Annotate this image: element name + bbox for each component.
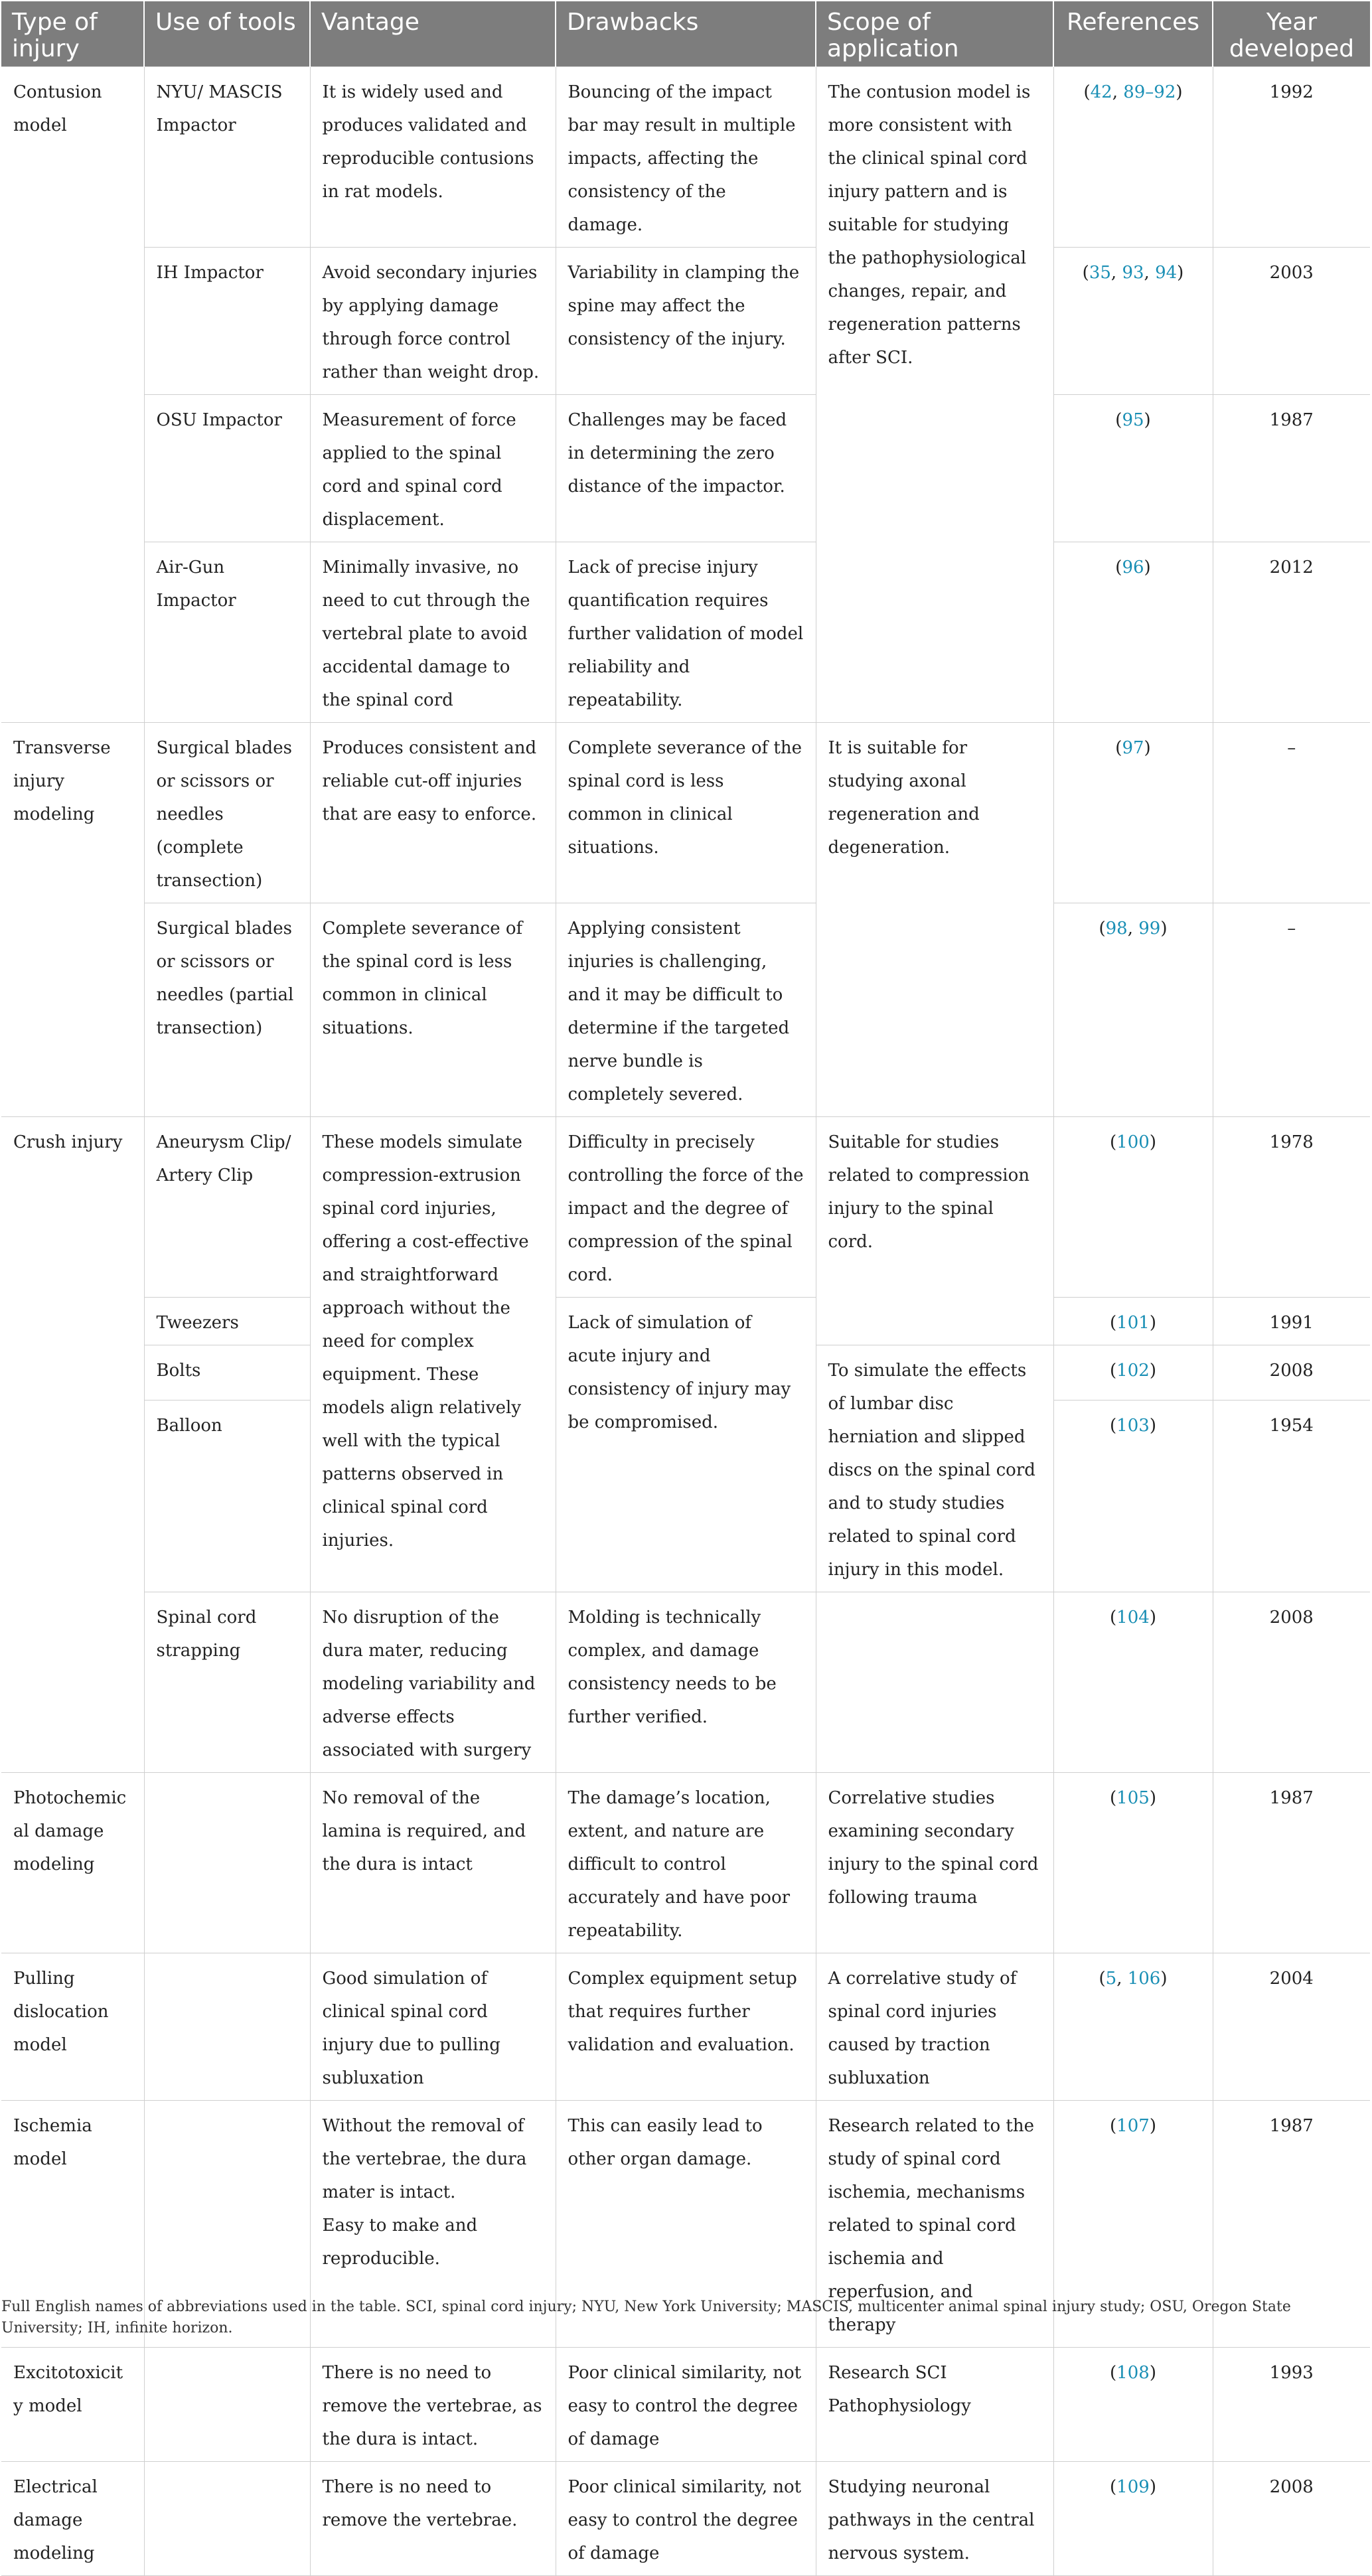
year-cell: 1954 <box>1213 1401 1370 1592</box>
reference-punctuation: , <box>1116 1969 1128 1989</box>
table-row <box>1 1117 1370 1298</box>
header-row <box>1 1 1370 67</box>
reference-punctuation: ) <box>1144 738 1151 758</box>
year-cell: 1992 <box>1213 67 1370 248</box>
reference-link[interactable]: 35 <box>1089 263 1111 283</box>
reference-link[interactable]: 89–92 <box>1123 82 1176 102</box>
reference-link[interactable]: 105 <box>1116 1788 1150 1808</box>
scope-cell <box>816 1592 1053 1773</box>
table-row <box>1 903 1370 1117</box>
reference-link[interactable]: 94 <box>1155 263 1178 283</box>
tool-cell <box>144 1773 310 1953</box>
reference-cell <box>1053 1592 1213 1773</box>
tool-cell: NYU/ MASCIS Impactor <box>144 67 310 248</box>
reference-punctuation: , <box>1127 919 1139 939</box>
table-row <box>1 1953 1370 2101</box>
reference-punctuation: , <box>1144 263 1156 283</box>
table-footnote: Full English names of abbreviations used in the table. SCI, spinal cord injury; NYU, New York University; MASCIS, multicenter animal spinal injury study; OSU, Oregon State University; IH, infinite horizon. <box>1 2299 1291 2336</box>
table-row <box>1 2462 1370 2576</box>
reference-link[interactable]: 109 <box>1116 2477 1150 2497</box>
reference-punctuation: ) <box>1160 1969 1168 1989</box>
reference-cell <box>1053 1117 1213 1298</box>
reference-link[interactable]: 5 <box>1105 1969 1117 1989</box>
reference-punctuation: ( <box>1110 1788 1117 1808</box>
reference-link[interactable]: 107 <box>1116 2116 1150 2136</box>
drawback-cell: Poor clinical similarity, not easy to control the degree of damage <box>556 2348 816 2462</box>
reference-punctuation: , <box>1110 263 1122 283</box>
tool-cell: Surgical blades or scissors or needles (complete transection) <box>144 723 310 903</box>
vantage-cell: Produces consistent and reliable cut-off injuries that are easy to enforce. <box>310 723 556 903</box>
reference-link[interactable]: 98 <box>1105 919 1128 939</box>
tool-cell: IH Impactor <box>144 248 310 395</box>
scope-cell: Correlative studies examining secondary injury to the spinal cord following trauma <box>816 1773 1053 1953</box>
reference-cell <box>1053 542 1213 723</box>
header-drawbacks: Drawbacks <box>556 1 816 67</box>
reference-punctuation: ) <box>1149 1788 1156 1808</box>
drawback-cell: Lack of simulation of acute injury and consistency of injury may be compromised. <box>556 1298 816 1592</box>
reference-punctuation: ( <box>1115 410 1122 430</box>
reference-punctuation: ) <box>1149 1132 1156 1152</box>
reference-punctuation: ( <box>1110 1313 1117 1333</box>
reference-punctuation: ) <box>1176 82 1183 102</box>
reference-punctuation: ) <box>1160 919 1168 939</box>
reference-punctuation: ) <box>1149 1416 1156 1436</box>
year-cell: 1993 <box>1213 2348 1370 2462</box>
scope-cell: Research SCI Pathophysiology <box>816 2348 1053 2462</box>
year-cell: 1987 <box>1213 1773 1370 1953</box>
year-cell: 2004 <box>1213 1953 1370 2101</box>
vantage-cell: Avoid secondary injuries by applying damage through force control rather than weight drop. <box>310 248 556 395</box>
reference-punctuation: ( <box>1110 1608 1117 1628</box>
reference-punctuation: ( <box>1110 2363 1117 2383</box>
type-cell: Ischemia model <box>1 2101 144 2348</box>
tool-cell <box>144 2462 310 2576</box>
vantage-cell: These models simulate compression-extrusion spinal cord injuries, offering a cost-effective and straightforward approach without the need for complex equipment. These models align relatively well with the typical patterns observed in clinical spinal cord injuries. <box>310 1117 556 1592</box>
header-scope: Scope of application <box>816 1 1053 67</box>
table-row <box>1 723 1370 903</box>
scope-cell: It is suitable for studying axonal regeneration and degeneration. <box>816 723 1053 1117</box>
tool-cell: Air-Gun Impactor <box>144 542 310 723</box>
reference-link[interactable]: 104 <box>1116 1608 1150 1628</box>
reference-cell <box>1053 248 1213 395</box>
reference-punctuation: ( <box>1083 82 1091 102</box>
reference-link[interactable]: 97 <box>1122 738 1144 758</box>
reference-punctuation: ( <box>1082 263 1089 283</box>
reference-link[interactable]: 95 <box>1122 410 1144 430</box>
vantage-cell: There is no need to remove the vertebrae. <box>310 2462 556 2576</box>
vantage-line: Without the removal of the vertebrae, the dura mater is intact. <box>322 2116 527 2202</box>
year-cell: – <box>1213 723 1370 903</box>
header-type: Type of injury <box>1 1 144 67</box>
drawback-cell: This can easily lead to other organ damage. <box>556 2101 816 2348</box>
reference-punctuation: ) <box>1149 2116 1156 2136</box>
tool-cell: Aneurysm Clip/ Artery Clip <box>144 1117 310 1298</box>
drawback-cell: Poor clinical similarity, not easy to control the degree of damage <box>556 2462 816 2576</box>
reference-punctuation: ) <box>1144 558 1151 577</box>
table-row <box>1 248 1370 395</box>
scope-cell: To simulate the effects of lumbar disc herniation and slipped discs on the spinal cord and to study studies related to spinal cord injury in this model. <box>816 1345 1053 1592</box>
tool-cell: Tweezers <box>144 1298 310 1345</box>
reference-punctuation: ( <box>1110 2477 1117 2497</box>
reference-punctuation: ( <box>1110 1416 1117 1436</box>
reference-cell <box>1053 1401 1213 1592</box>
year-cell: 2012 <box>1213 542 1370 723</box>
type-cell: Contusion model <box>1 67 144 723</box>
drawback-cell: Difficulty in precisely controlling the force of the impact and the degree of compression of the spinal cord. <box>556 1117 816 1298</box>
type-cell: Transverse injury modeling <box>1 723 144 1117</box>
scope-cell: Suitable for studies related to compression injury to the spinal cord. <box>816 1117 1053 1345</box>
vantage-line: Easy to make and reproducible. <box>322 2216 478 2269</box>
drawback-cell: The damage’s location, extent, and nature are difficult to control accurately and have poor repeatability. <box>556 1773 816 1953</box>
vantage-cell: No removal of the lamina is required, and the dura is intact <box>310 1773 556 1953</box>
type-cell: Electrical damage modeling <box>1 2462 144 2576</box>
reference-link[interactable]: 42 <box>1090 82 1112 102</box>
vantage-cell: Minimally invasive, no need to cut through the vertebral plate to avoid accidental damage to the spinal cord <box>310 542 556 723</box>
reference-link[interactable]: 108 <box>1116 2363 1150 2383</box>
scope-cell: Research related to the study of spinal cord ischemia, mechanisms related to spinal cord ischemia and reperfusion, and therapy <box>816 2101 1053 2348</box>
table-row <box>1 1773 1370 1953</box>
drawback-cell: Applying consistent injuries is challenging, and it may be difficult to determine if the targeted nerve bundle is completely severed. <box>556 903 816 1117</box>
scope-cell: Studying neuronal pathways in the central nervous system. <box>816 2462 1053 2576</box>
type-cell: Pulling dislocation model <box>1 1953 144 2101</box>
drawback-cell: Molding is technically complex, and damage consistency needs to be further verified. <box>556 1592 816 1773</box>
tool-cell: Surgical blades or scissors or needles (partial transection) <box>144 903 310 1117</box>
reference-link[interactable]: 96 <box>1122 558 1144 577</box>
header-year: Year developed <box>1213 1 1370 67</box>
reference-cell <box>1053 67 1213 248</box>
reference-cell <box>1053 1953 1213 2101</box>
vantage-cell: Measurement of force applied to the spinal cord and spinal cord displacement. <box>310 395 556 542</box>
vantage-cell: No disruption of the dura mater, reducing modeling variability and adverse effects associated with surgery <box>310 1592 556 1773</box>
reference-punctuation: ( <box>1115 558 1122 577</box>
reference-link[interactable]: 102 <box>1116 1361 1150 1381</box>
type-cell: Crush injury <box>1 1117 144 1773</box>
vantage-cell: Good simulation of clinical spinal cord injury due to pulling subluxation <box>310 1953 556 2101</box>
type-cell: Photochemical damage modeling <box>1 1773 144 1953</box>
header-references: References <box>1053 1 1213 67</box>
scope-cell: The contusion model is more consistent with the clinical spinal cord injury pattern and is suitable for studying the pathophysiological changes, repair, and regeneration patterns after SCI. <box>816 67 1053 723</box>
reference-link[interactable]: 103 <box>1116 1416 1150 1436</box>
reference-link[interactable]: 99 <box>1138 919 1161 939</box>
table-row <box>1 542 1370 723</box>
year-cell: – <box>1213 903 1370 1117</box>
vantage-cell: Complete severance of the spinal cord is less common in clinical situations. <box>310 903 556 1117</box>
year-cell: 2008 <box>1213 2462 1370 2576</box>
table-row <box>1 1298 1370 1345</box>
reference-punctuation: ( <box>1110 1361 1117 1381</box>
injury-models-table <box>1 1 1370 2576</box>
year-cell: 2008 <box>1213 1345 1370 1401</box>
reference-punctuation: ( <box>1110 1132 1117 1152</box>
tool-cell: Spinal cord strapping <box>144 1592 310 1773</box>
table-row <box>1 395 1370 542</box>
reference-cell <box>1053 903 1213 1117</box>
vantage-cell: There is no need to remove the vertebrae, as the dura is intact. <box>310 2348 556 2462</box>
drawback-cell: Lack of precise injury quantification requires further validation of model reliability and repeatability. <box>556 542 816 723</box>
year-cell: 1978 <box>1213 1117 1370 1298</box>
header-tools: Use of tools <box>144 1 310 67</box>
year-cell: 1987 <box>1213 395 1370 542</box>
tool-cell: Balloon <box>144 1401 310 1592</box>
reference-cell <box>1053 395 1213 542</box>
type-cell: Excitotoxicity model <box>1 2348 144 2462</box>
table-row <box>1 1592 1370 1773</box>
reference-cell <box>1053 2462 1213 2576</box>
reference-punctuation: ) <box>1149 2477 1156 2497</box>
reference-punctuation: ( <box>1099 1969 1106 1989</box>
reference-punctuation: ( <box>1115 738 1122 758</box>
vantage-cell: It is widely used and produces validated and reproducible contusions in rat models. <box>310 67 556 248</box>
reference-cell <box>1053 1345 1213 1401</box>
year-cell: 1987 <box>1213 2101 1370 2348</box>
reference-cell <box>1053 1773 1213 1953</box>
reference-punctuation: ) <box>1149 2363 1156 2383</box>
table-row <box>1 2348 1370 2462</box>
tool-cell: Bolts <box>144 1345 310 1401</box>
reference-punctuation: , <box>1112 82 1124 102</box>
reference-punctuation: ) <box>1149 1608 1156 1628</box>
drawback-cell: Bouncing of the impact bar may result in multiple impacts, affecting the consistency of the damage. <box>556 67 816 248</box>
reference-punctuation: ( <box>1110 2116 1117 2136</box>
scope-cell: A correlative study of spinal cord injuries caused by traction subluxation <box>816 1953 1053 2101</box>
reference-link[interactable]: 101 <box>1116 1313 1150 1333</box>
tool-cell <box>144 1953 310 2101</box>
reference-punctuation: ) <box>1144 410 1151 430</box>
reference-cell <box>1053 1298 1213 1345</box>
header-vantage: Vantage <box>310 1 556 67</box>
reference-punctuation: ( <box>1099 919 1106 939</box>
reference-cell <box>1053 723 1213 903</box>
reference-punctuation: ) <box>1149 1361 1156 1381</box>
year-cell: 1991 <box>1213 1298 1370 1345</box>
reference-punctuation: ) <box>1149 1313 1156 1333</box>
drawback-cell: Challenges may be faced in determining the zero distance of the impactor. <box>556 395 816 542</box>
reference-link[interactable]: 93 <box>1122 263 1144 283</box>
drawback-cell: Complex equipment setup that requires further validation and evaluation. <box>556 1953 816 2101</box>
reference-cell <box>1053 2348 1213 2462</box>
year-cell: 2008 <box>1213 1592 1370 1773</box>
reference-link[interactable]: 106 <box>1127 1969 1161 1989</box>
drawback-cell: Variability in clamping the spine may affect the consistency of the injury. <box>556 248 816 395</box>
year-cell: 2003 <box>1213 248 1370 395</box>
reference-punctuation: ) <box>1177 263 1184 283</box>
drawback-cell: Complete severance of the spinal cord is less common in clinical situations. <box>556 723 816 903</box>
table-row <box>1 67 1370 248</box>
tool-cell: OSU Impactor <box>144 395 310 542</box>
tool-cell <box>144 2348 310 2462</box>
reference-link[interactable]: 100 <box>1116 1132 1150 1152</box>
